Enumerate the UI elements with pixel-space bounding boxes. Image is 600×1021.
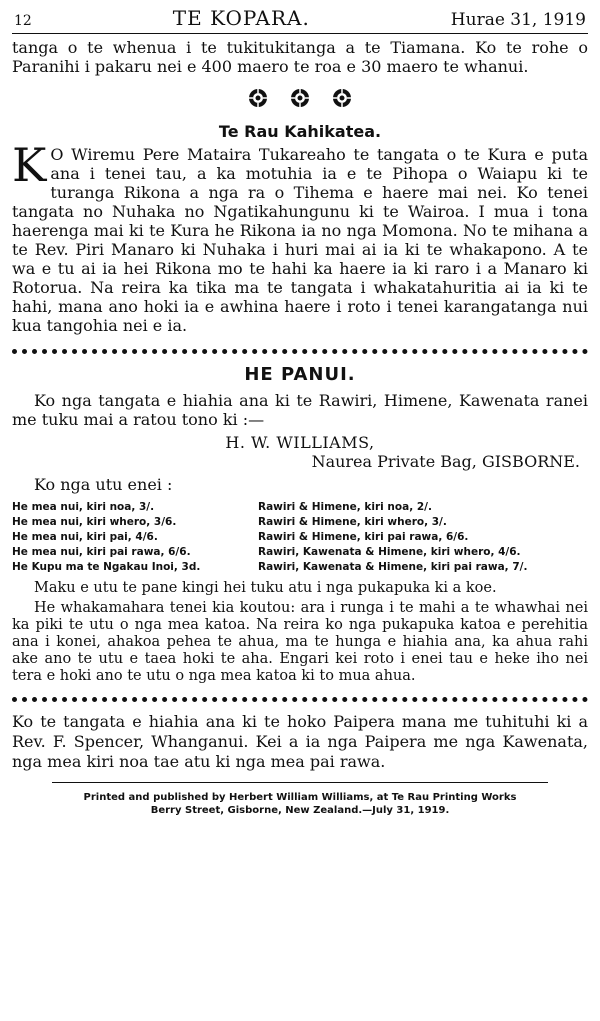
newspaper-page <box>12 6 588 817</box>
imprint-line: Berry Street, Gisborne, New Zealand.—July 31, 1919. <box>150 805 450 816</box>
dotted-divider <box>12 349 588 354</box>
price-item: Rawiri, Kawenata & Himene, kiri whero, 4/6. <box>258 546 521 558</box>
price-item: He mea nui, kiri pai rawa, 6/6. <box>12 546 191 558</box>
price-item: Rawiri, Kawenata & Himene, kiri pai rawa, 7/. <box>258 561 528 573</box>
address-name: H. W. WILLIAMS, <box>225 433 375 452</box>
address-line: Naurea Private Bag, GISBORNE. <box>311 452 580 471</box>
dotted-divider <box>12 697 588 702</box>
article-paragraph: O Wiremu Pere Mataira Tukareaho te tangata o te Kura e puta ana i tenei tau, a ka motuhia ia e te Pihopa o Waiapu ki te turanga Rikona a nga ra o Tihema e haere mai nei. Ko tenei tangata no Nuhaka no Ngatikahungunu ki te Wairoa. I mua i tona haerenga mai ki te Kura he Rikona ia no nga Momona. No te mihana a te Rev. Piri Manaro ki Nuhaka i huri mai ai ia ki te whakapono. A te wa e tu ai ia hei Rikona mo te hahi ka haere ia ki raro i a Manaro ki Rotorua. Na reira ka tika ma te tangata i whakatahuritia ai ia ki te hahi, mana ano hoki ia e awhina haere i roto i tenei karangatanga nui kua tangohia nei e ia. <box>12 145 588 335</box>
publication-title: TE KOPARA. <box>172 6 310 30</box>
prices-intro: Ko nga utu enei : <box>34 475 173 494</box>
page-header <box>12 6 588 34</box>
notice-title: HE PANUI. <box>244 364 356 385</box>
intro-paragraph: tanga o te whenua i te tukitukitanga a te Tiamana. Ko te rohe o Paranihi i pakaru nei e 400 maero te roa e 30 maero te whanui. <box>12 38 588 76</box>
imprint-footer <box>12 791 588 817</box>
bible-notice: Ko te tangata e hiahia ana ki te hoko Paipera mana me tuhituhi ki a Rev. F. Spencer, Whanganui. Kei a ia nga Paipera me nga Kawenata, nga mea kiri noa tae atu ki nga mea pai rawa. <box>12 712 588 771</box>
flower-ornament-icon <box>248 88 268 108</box>
price-item: He mea nui, kiri pai, 4/6. <box>12 531 158 543</box>
issue-date: Hurae 31, 1919 <box>450 10 586 30</box>
price-list <box>12 500 588 574</box>
price-item: He Kupu ma te Ngakau Inoi, 3d. <box>12 561 201 573</box>
article-title: Te Rau Kahikatea. <box>218 122 382 141</box>
imprint-line: Printed and published by Herbert William Williams, at Te Rau Printing Works <box>83 792 517 803</box>
drop-cap: K <box>12 138 47 192</box>
price-item: He mea nui, kiri noa, 3/. <box>12 501 155 513</box>
footer-rule <box>52 782 548 783</box>
flower-ornament-icon <box>332 88 352 108</box>
price-item: He mea nui, kiri whero, 3/6. <box>12 516 177 528</box>
flower-ornament-icon <box>290 88 310 108</box>
price-item: Rawiri & Himene, kiri whero, 3/. <box>258 516 447 528</box>
price-item: Rawiri & Himene, kiri noa, 2/. <box>258 501 432 513</box>
article-body <box>12 138 588 335</box>
ornament-divider <box>12 88 588 108</box>
notice-intro: Ko nga tangata e hiahia ana ki te Rawiri, Himene, Kawenata ranei me tuku mai a ratou tono ki :— <box>12 391 588 429</box>
price-reminder: He whakamahara tenei kia koutou: ara i runga i te mahi a te whawhai nei ka piki te utu o nga mea katoa. Na reira ko nga pukapuka katoa e perehitia ana i konei, ahakoa pehea te ahua, ma te hunga e hiahia ana, ka ahua rahi ake ano te utu e taea hoki te aha. Engari kei roto i enei tau e heke iho nei tera e hoki ano te utu o nga mea katoa ki to mua ahua. <box>12 600 588 684</box>
postage-note: Maku e utu te pane kingi hei tuku atu i nga pukapuka ki a koe. <box>34 580 497 596</box>
price-item: Rawiri & Himene, kiri pai rawa, 6/6. <box>258 531 469 543</box>
page-number: 12 <box>14 13 32 29</box>
